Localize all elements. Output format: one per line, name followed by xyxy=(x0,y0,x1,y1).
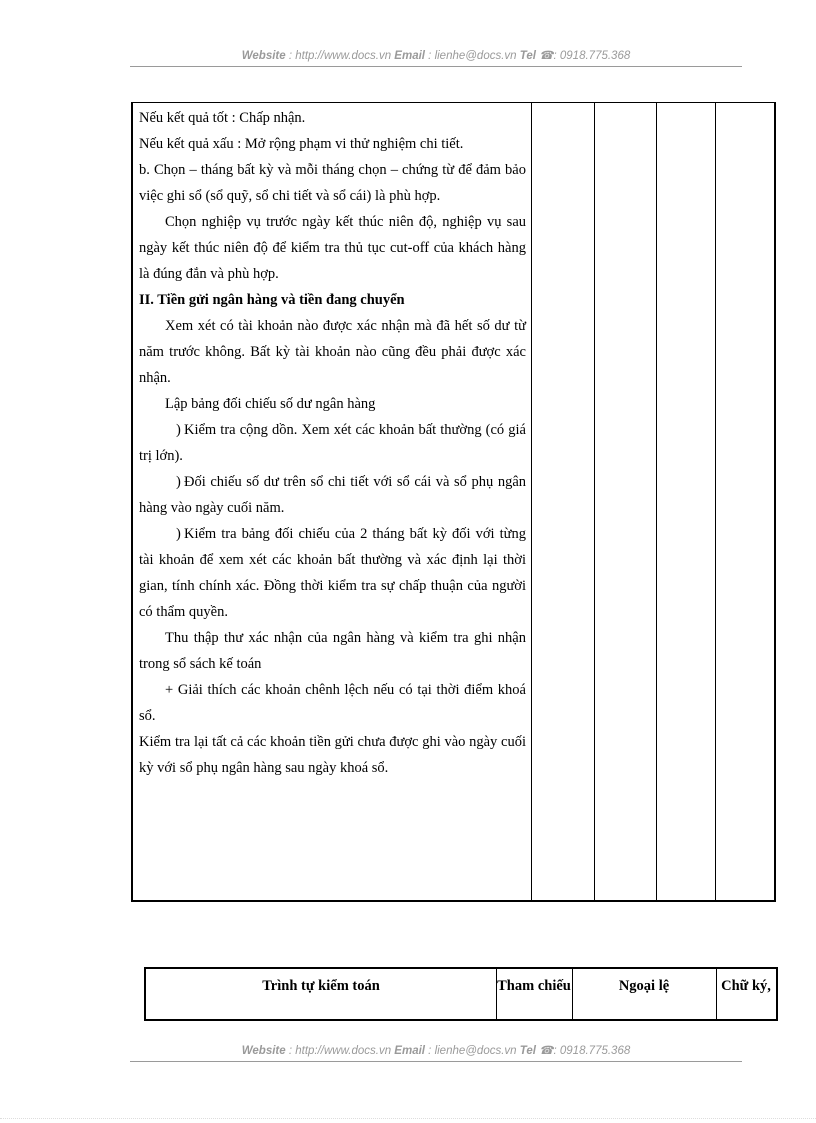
email-label: Email xyxy=(394,1045,425,1057)
bullet-mark: ) xyxy=(176,526,181,542)
paragraph: b. Chọn – tháng bất kỳ và mỗi tháng chọn – chứng từ để đảm bảo việc ghi sổ (sổ quỹ, sổ chi tiết và sổ cái) là phù hợp. xyxy=(139,162,526,204)
bullet-text: Kiểm tra cộng dồn. Xem xét các khoản bất thường (có giá trị lớn). xyxy=(139,422,526,464)
paragraph: Thu thập thư xác nhận của ngân hàng và kiểm tra ghi nhận trong sổ sách kế toán xyxy=(139,630,526,672)
paragraph: Xem xét có tài khoản nào được xác nhận mà đã hết số dư từ năm trước không. Bất kỳ tài khoản nào cũng đều phải được xác nhận. xyxy=(139,318,526,386)
bullet-text: Kiểm tra bảng đối chiếu của 2 tháng bất kỳ đối với từng tài khoản để xem xét các khoản bất thường và xác định lại thời gian, tính chính xác. Đồng thời kiểm tra sự chấp thuận của người có thẩm quyền. xyxy=(139,526,526,620)
bullet-item xyxy=(139,469,526,521)
email-value: : lienhe@docs.vn xyxy=(424,1045,520,1057)
tel-label: Tel xyxy=(519,1045,536,1057)
tel-value: : 0918.775.368 xyxy=(553,50,631,62)
audit-table-header xyxy=(144,967,778,1021)
paragraph: Lập bảng đối chiếu số dư ngân hàng xyxy=(165,396,376,412)
procedure-text xyxy=(139,105,526,781)
bullet-mark: ) xyxy=(176,474,181,490)
column-divider xyxy=(656,103,657,900)
column-header-reference: Tham chiếu xyxy=(497,978,571,994)
column-divider xyxy=(531,103,532,900)
column-header-signature: Chữ ký, xyxy=(721,978,771,994)
tel-value: : 0918.775.368 xyxy=(553,1045,631,1057)
column-divider xyxy=(594,103,595,900)
section-heading: II. Tiền gửi ngân hàng và tiền đang chuyển xyxy=(139,292,405,308)
website-value: : http://www.docs.vn xyxy=(285,1045,395,1057)
bullet-item xyxy=(139,417,526,469)
website-value: : http://www.docs.vn xyxy=(285,50,395,62)
website-label: Website xyxy=(241,1045,286,1057)
audit-table xyxy=(131,102,776,902)
paragraph: Kiểm tra lại tất cả các khoản tiền gửi chưa được ghi vào ngày cuối kỳ với sổ phụ ngân hàng sau ngày khoá sổ. xyxy=(139,734,526,776)
paragraph: + Giải thích các khoản chênh lệch nếu có tại thời điểm khoá sổ. xyxy=(139,682,526,724)
paragraph: Nếu kết quả xấu : Mở rộng phạm vi thử nghiệm chi tiết. xyxy=(139,136,464,152)
bullet-mark: ) xyxy=(176,422,181,438)
paragraph: Nếu kết quả tốt : Chấp nhận. xyxy=(139,110,306,126)
header-divider xyxy=(130,66,742,67)
tel-label: Tel xyxy=(519,50,536,62)
page-header xyxy=(130,48,742,62)
phone-icon: ☎ xyxy=(539,50,554,62)
page-footer xyxy=(130,1043,742,1057)
footer-divider xyxy=(130,1061,742,1062)
email-value: : lienhe@docs.vn xyxy=(424,50,520,62)
column-header-procedure: Trình tự kiểm toán xyxy=(262,978,380,994)
column-divider xyxy=(715,103,716,900)
phone-icon: ☎ xyxy=(539,1045,554,1057)
email-label: Email xyxy=(394,50,425,62)
column-header-exceptions: Ngoại lệ xyxy=(618,978,670,994)
website-label: Website xyxy=(241,50,286,62)
page-bottom-edge xyxy=(0,1118,816,1119)
bullet-text: Đối chiếu số dư trên sổ chi tiết với sổ cái và sổ phụ ngân hàng vào ngày cuối năm. xyxy=(139,474,526,516)
bullet-item xyxy=(139,521,526,625)
paragraph: Chọn nghiệp vụ trước ngày kết thúc niên độ, nghiệp vụ sau ngày kết thúc niên độ để kiểm tra thủ tục cut-off của khách hàng là đúng đắn và phù hợp. xyxy=(139,214,526,282)
